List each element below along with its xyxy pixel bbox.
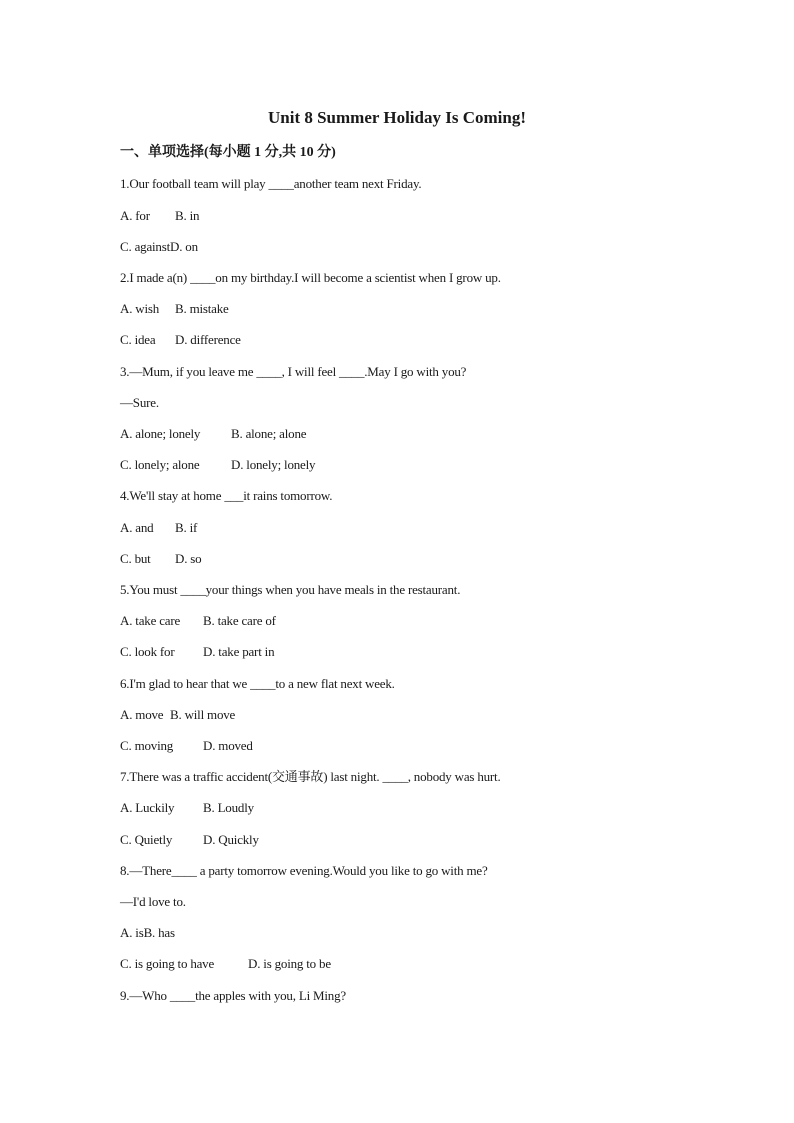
option-b: B. take care of bbox=[203, 613, 276, 628]
options-row bbox=[120, 207, 199, 225]
option-a: A. alone; lonely bbox=[120, 426, 201, 441]
option-b: B. alone; alone bbox=[231, 426, 307, 441]
options-row bbox=[120, 425, 306, 443]
option-c: C. but bbox=[120, 551, 151, 566]
option-c: C. moving bbox=[120, 738, 174, 753]
options-row bbox=[120, 831, 259, 849]
option-d: D. take part in bbox=[203, 644, 275, 659]
option-a: A. and bbox=[120, 520, 154, 535]
option-d: D. so bbox=[175, 551, 202, 566]
question-reply: —I'd love to. bbox=[120, 894, 186, 909]
question-stem: 4.We'll stay at home ___it rains tomorrow. bbox=[120, 488, 333, 503]
worksheet-title: Unit 8 Summer Holiday Is Coming! bbox=[267, 108, 526, 127]
option-c: C. look for bbox=[120, 644, 175, 659]
options-row bbox=[120, 550, 201, 568]
option-d: D. on bbox=[170, 239, 198, 254]
option-a: A. for bbox=[120, 208, 150, 223]
question-stem: 6.I'm glad to hear that we ____to a new flat next week. bbox=[120, 676, 395, 691]
option-d: D. lonely; lonely bbox=[231, 457, 316, 472]
option-d: D. difference bbox=[175, 332, 241, 347]
option-a: A. take care bbox=[120, 613, 181, 628]
option-c: C. against bbox=[120, 239, 170, 254]
option-d: D. Quickly bbox=[203, 832, 259, 847]
option-c: C. is going to have bbox=[120, 956, 215, 971]
question-stem: 3.—Mum, if you leave me ____, I will feel ____.May I go with you? bbox=[120, 364, 467, 379]
options-row bbox=[120, 924, 175, 942]
options-row bbox=[120, 300, 229, 318]
options-row bbox=[120, 706, 235, 724]
options-row bbox=[120, 331, 241, 349]
section-heading: 一、单项选择(每小题 1 分,共 10 分) bbox=[120, 145, 336, 160]
option-b: B. has bbox=[143, 925, 175, 940]
option-a: A. is bbox=[120, 925, 144, 940]
option-c: C. Quietly bbox=[120, 832, 173, 847]
option-d: D. is going to be bbox=[248, 956, 331, 971]
option-d: D. moved bbox=[203, 738, 253, 753]
options-row bbox=[120, 799, 254, 817]
options-row bbox=[120, 612, 276, 630]
option-b: B. if bbox=[175, 520, 198, 535]
option-b: B. Loudly bbox=[203, 800, 254, 815]
question-stem: 2.I made a(n) ____on my birthday.I will become a scientist when I grow up. bbox=[120, 270, 501, 285]
options-row bbox=[120, 238, 198, 256]
options-row bbox=[120, 519, 197, 537]
options-row bbox=[120, 737, 253, 755]
question-stem: 1.Our football team will play ____another team next Friday. bbox=[120, 176, 422, 191]
question-stem: 5.You must ____your things when you have meals in the restaurant. bbox=[120, 582, 461, 597]
options-row bbox=[120, 456, 315, 474]
question-stem: 9.—Who ____the apples with you, Li Ming? bbox=[120, 988, 346, 1003]
option-b: B. mistake bbox=[175, 301, 229, 316]
question-stem: 7.There was a traffic accident(交通事故) last night. ____, nobody was hurt. bbox=[120, 769, 501, 784]
option-b: B. in bbox=[175, 208, 200, 223]
option-c: C. idea bbox=[120, 332, 156, 347]
option-a: A. move bbox=[120, 707, 164, 722]
options-row bbox=[120, 955, 331, 973]
question-reply: —Sure. bbox=[120, 395, 159, 410]
option-a: A. wish bbox=[120, 301, 160, 316]
options-row bbox=[120, 643, 274, 661]
question-stem: 8.—There____ a party tomorrow evening.Would you like to go with me? bbox=[120, 863, 488, 878]
option-c: C. lonely; alone bbox=[120, 457, 200, 472]
option-a: A. Luckily bbox=[120, 800, 175, 815]
option-b: B. will move bbox=[170, 707, 236, 722]
